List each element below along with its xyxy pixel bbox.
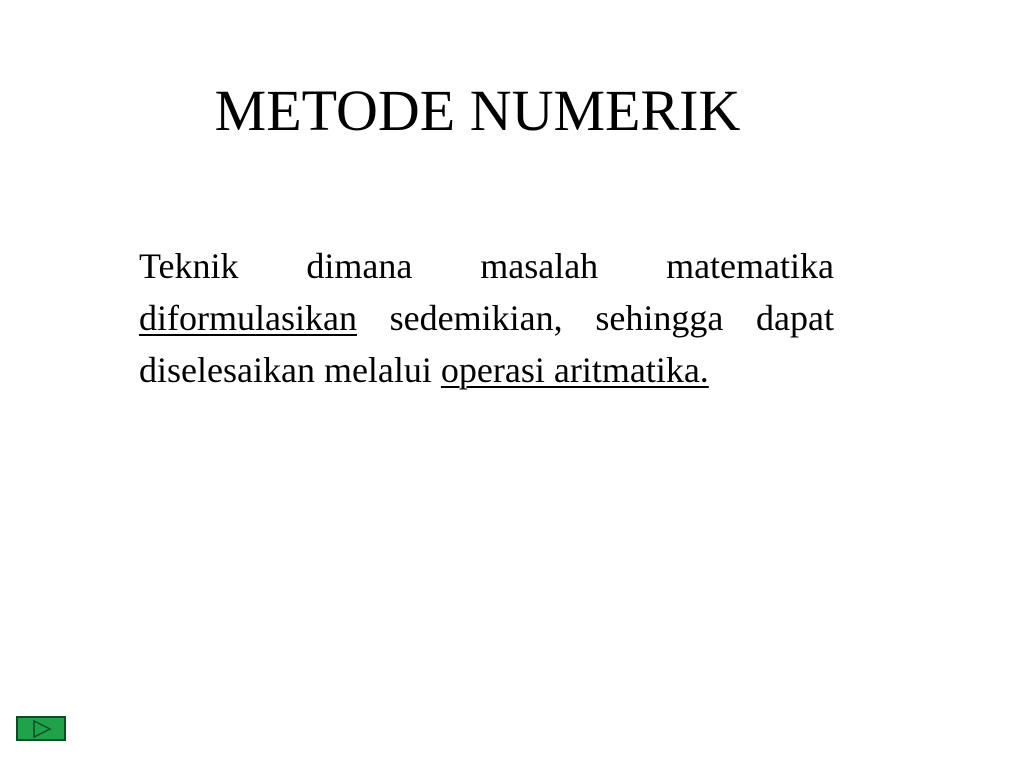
body-text-part-1: Teknik dimana masalah matematika: [139, 246, 834, 286]
underlined-term-operasi-aritmatika: operasi aritmatika.: [440, 350, 709, 390]
underlined-term-diformulasikan: diformulasikan: [139, 298, 357, 338]
slide-body-text: [139, 240, 834, 396]
body-text-part-2: sedemikian, sehingga dapat diselesaikan melalui: [139, 298, 834, 390]
next-slide-button[interactable]: [16, 716, 66, 741]
play-arrow-icon: [32, 720, 52, 738]
slide-title: METODE NUMERIK: [214, 78, 741, 143]
